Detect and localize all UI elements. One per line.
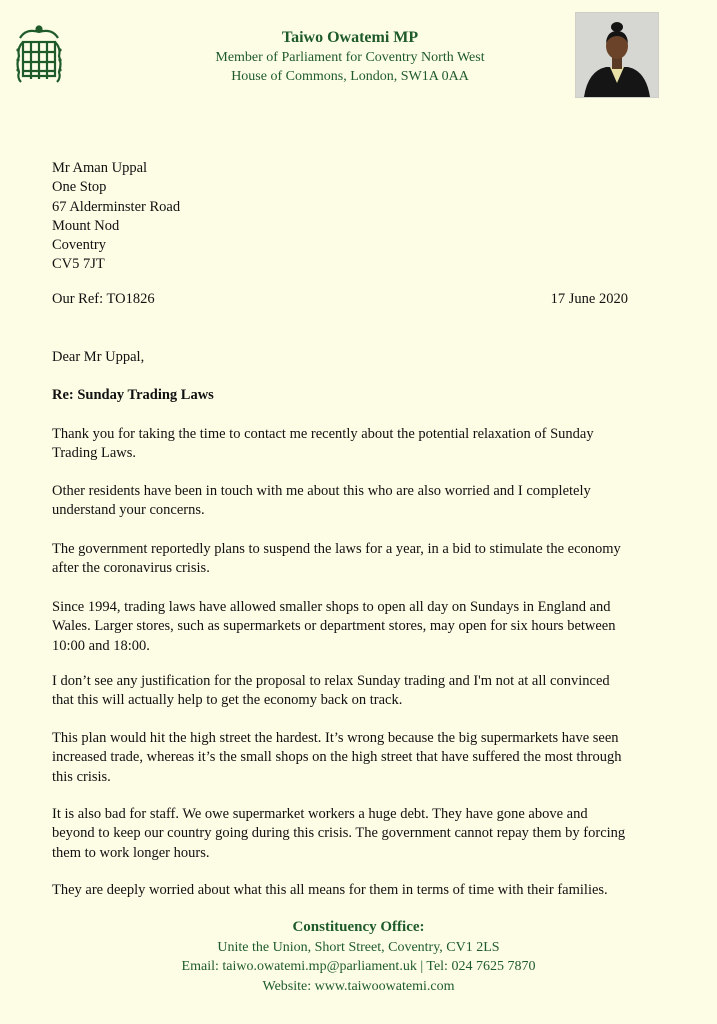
office-website: Website: www.taiwoowatemi.com	[262, 978, 455, 994]
our-reference: Our Ref: TO1826	[52, 291, 155, 307]
paragraph: They are deeply worried about what this all means for them in terms of time with their families.	[52, 882, 608, 898]
address-line: Coventry	[52, 237, 106, 254]
constituency-footer	[0, 918, 717, 996]
office-contact: Email: taiwo.owatemi.mp@parliament.uk | Tel: 024 7625 7870	[181, 959, 536, 974]
address-line: One Stop	[52, 179, 107, 196]
reference-row	[52, 290, 628, 309]
mp-name: Taiwo Owatemi MP	[281, 29, 419, 46]
paragraph: I don’t see any justification for the proposal to relax Sunday trading and I'm not at all convinced that this will actually help to get the economy back on track.	[52, 673, 610, 709]
office-address: Unite the Union, Short Street, Coventry, CV1 2LS	[217, 939, 500, 955]
address-line: Mount Nod	[52, 217, 120, 234]
mp-address: House of Commons, London, SW1A 0AA	[231, 69, 469, 84]
office-title: Constituency Office:	[292, 919, 425, 935]
address-line: 67 Alderminster Road	[52, 198, 181, 215]
paragraph: The government reportedly plans to suspend the laws for a year, in a bid to stimulate the economy after the coronavirus crisis.	[52, 541, 621, 577]
subject-line: Re: Sunday Trading Laws	[52, 387, 214, 403]
address-line: Mr Aman Uppal	[52, 160, 148, 176]
paragraph: Since 1994, trading laws have allowed smaller shops to open all day on Sundays in England and Wales. Larger stores, such as supermarkets or department stores, may open for six hours between 10:00 and 18:00.	[52, 599, 616, 654]
mp-role: Member of Parliament for Coventry North West	[215, 50, 485, 65]
letter-date: 17 June 2020	[550, 291, 628, 307]
salutation: Dear Mr Uppal,	[52, 349, 145, 365]
recipient-address	[52, 159, 632, 275]
address-line: CV5 7JT	[52, 256, 105, 273]
paragraph: Other residents have been in touch with me about this who are also worried and I completely understand your concerns.	[52, 483, 591, 519]
portcullis-icon	[14, 24, 64, 86]
paragraph: This plan would hit the high street the hardest. It’s wrong because the big supermarkets have seen increased trade, whereas it’s the small shops on the high street that have suffered the most through this crisis.	[52, 730, 622, 785]
mp-portrait-photo	[575, 12, 659, 98]
mp-details	[150, 28, 550, 86]
paragraph: Thank you for taking the time to contact me recently about the potential relaxation of Sunday Trading Laws.	[52, 426, 594, 462]
paragraph: It is also bad for staff. We owe supermarket workers a huge debt. They have gone above and beyond to keep our country going during this crisis. The government cannot repay them by forcing them to work longer hours.	[52, 806, 626, 861]
letterhead	[0, 0, 717, 104]
